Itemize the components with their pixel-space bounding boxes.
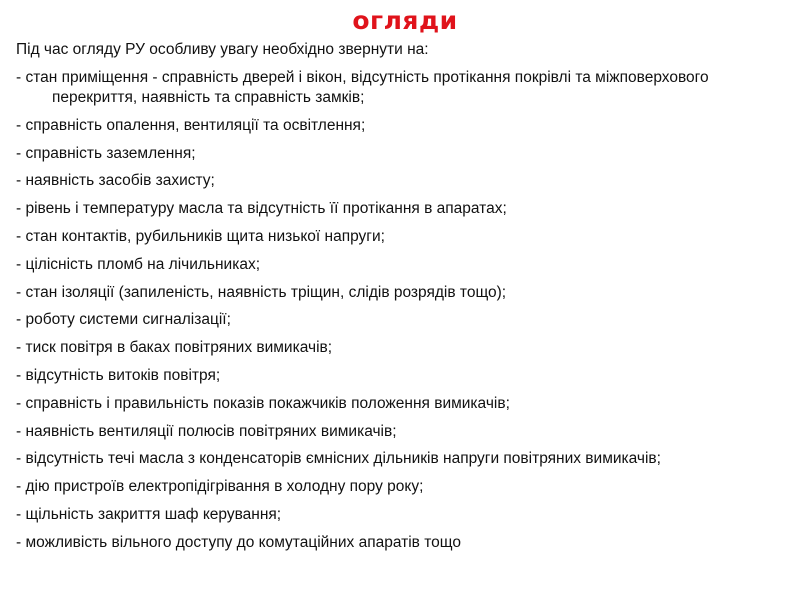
intro-text: Під час огляду РУ особливу увагу необхідно звернути на: <box>16 41 429 58</box>
list-item: - стан контактів, рубильників щита низької напруги; <box>16 227 385 245</box>
list-item: - стан приміщення - справність дверей і вікон, відсутність протікання покрівлі та міжповерхового перекриття, наявність та справність замків; <box>16 69 709 106</box>
page-title: огляди <box>352 6 458 35</box>
list-item: - справність заземлення; <box>16 144 196 162</box>
list-item: - дію пристроїв електропідігрівання в холодну пору року; <box>16 478 424 496</box>
list-item: - наявність вентиляції полюсів повітряних вимикачів; <box>16 422 397 440</box>
list-item: - тиск повітря в баках повітряних вимикачів; <box>16 339 333 357</box>
list-item: - рівень і температуру масла та відсутність її протікання в апаратах; <box>16 200 507 218</box>
list-item: - стан ізоляції (запиленість, наявність тріщин, слідів розрядів тощо); <box>16 283 507 301</box>
list-item: - справність опалення, вентиляції та освітлення; <box>16 116 366 134</box>
list-item: - відсутність витоків повітря; <box>16 366 221 384</box>
list-item: - можливість вільного доступу до комутаційних апаратів тощо <box>16 533 461 551</box>
inspection-list <box>16 68 794 553</box>
list-item: - наявність засобів захисту; <box>16 172 215 190</box>
list-item: - щільність закриття шаф керування; <box>16 505 282 523</box>
list-item: - роботу системи сигналізації; <box>16 311 231 329</box>
list-item: - цілісність пломб на лічильниках; <box>16 255 261 273</box>
list-item: - відсутність течі масла з конденсаторів ємнісних дільників напруги повітряних вимикачів; <box>16 450 661 468</box>
list-item: - справність і правильність показів покажчиків положення вимикачів; <box>16 394 510 412</box>
